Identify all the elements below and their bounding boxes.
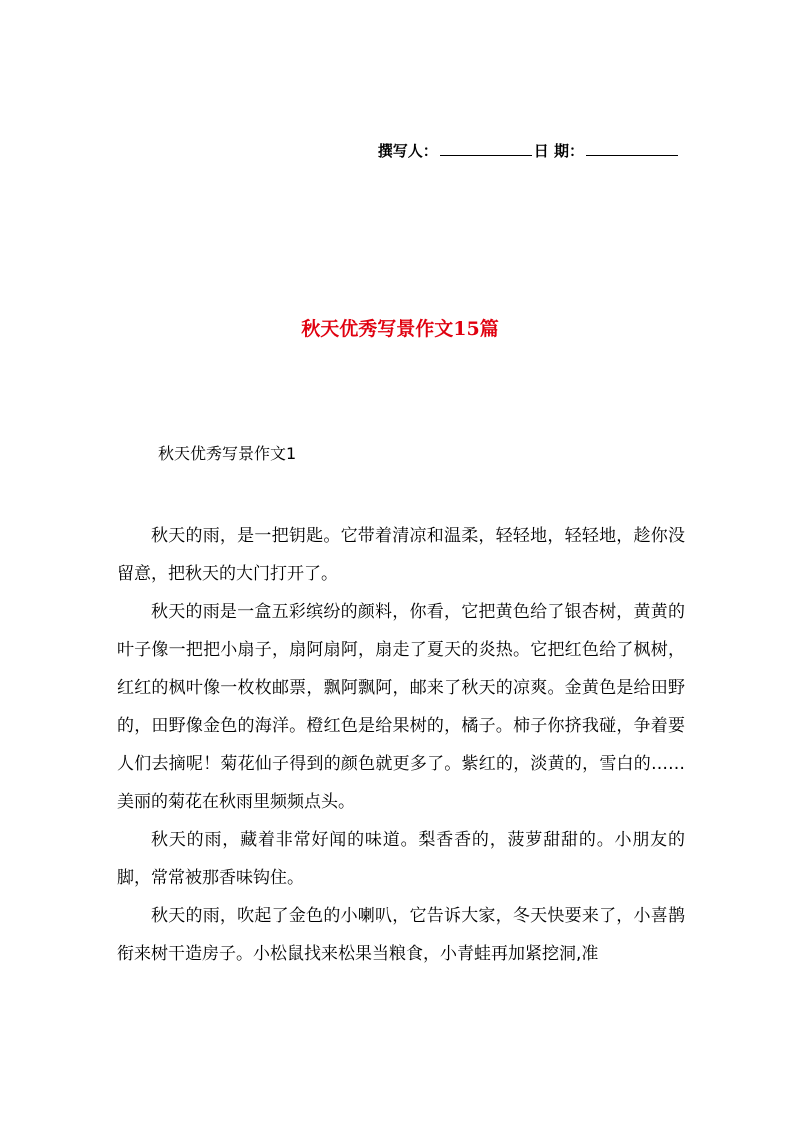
date-label: 日 期： xyxy=(533,142,584,160)
section-title: 秋天优秀写景作文1 xyxy=(158,444,297,463)
author-blank-field xyxy=(440,141,532,156)
document-title: 秋天优秀写景作文15篇 xyxy=(301,318,499,340)
document-body xyxy=(117,517,685,973)
author-date-line xyxy=(378,140,680,161)
date-blank-field xyxy=(586,141,678,156)
paragraph: 秋天的雨，吹起了金色的小喇叭，它告诉大家，冬天快要来了，小喜鹊衔来树干造房子。小松鼠找来松果当粮食，小青蛙再加紧挖洞,准 xyxy=(117,906,685,964)
paragraph: 秋天的雨是一盒五彩缤纷的颜料，你看，它把黄色给了银杏树，黄黄的叶子像一把把小扇子，扇阿扇阿，扇走了夏天的炎热。它把红色给了枫树，红红的枫叶像一枚枚邮票，飘阿飘阿，邮来了秋天的凉爽。金黄色是给田野的，田野像金色的海洋。橙红色是给果树的，橘子。柿子你挤我碰，争着要人们去摘呢！菊花仙子得到的颜色就更多了。紫红的，淡黄的，雪白的……美丽的菊花在秋雨里频频点头。 xyxy=(117,602,685,812)
author-label: 撰写人： xyxy=(377,142,438,160)
paragraph: 秋天的雨，藏着非常好闻的味道。梨香香的，菠萝甜甜的。小朋友的脚，常常被那香味钩住。 xyxy=(117,830,685,888)
paragraph: 秋天的雨，是一把钥匙。它带着清凉和温柔，轻轻地，轻轻地，趁你没留意，把秋天的大门打开了。 xyxy=(117,526,685,584)
